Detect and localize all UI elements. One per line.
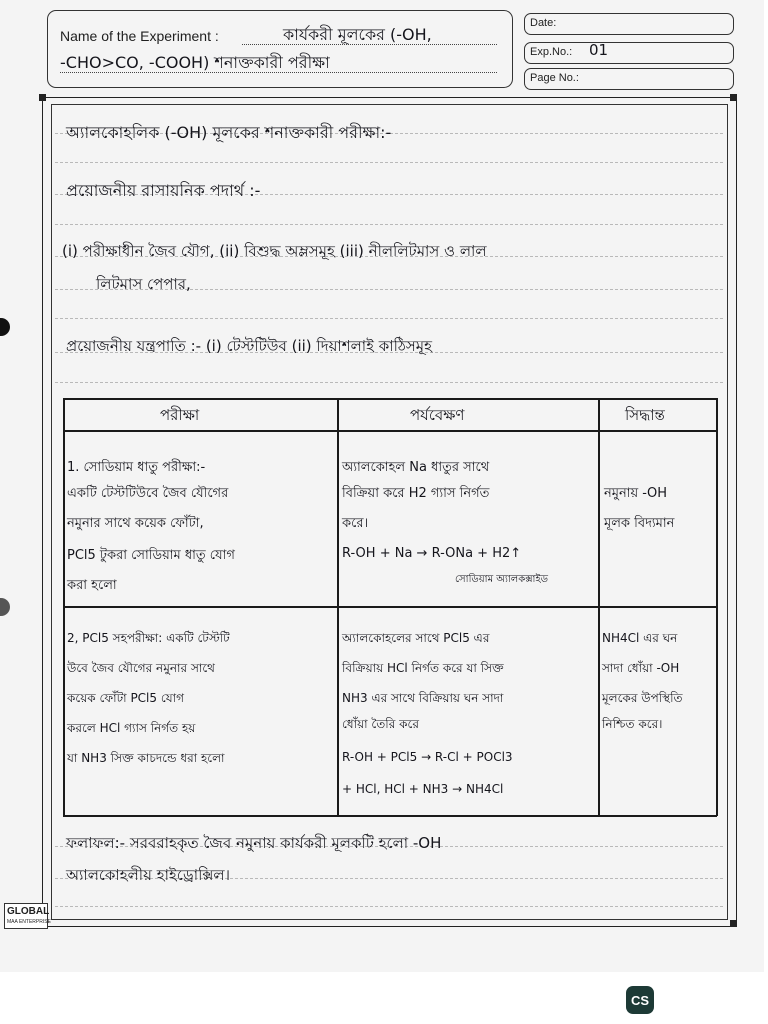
exp-no-value: 01	[589, 41, 609, 59]
row1-observation-line: R-OH + Na → R-ONa + H2↑	[342, 546, 522, 561]
global-logo-subtext: MAA ENTERPRISE	[7, 919, 51, 925]
table-header-divider	[63, 430, 717, 432]
row2-test-line: করলে HCl গ্যাস নির্গত হয়	[67, 721, 196, 735]
ruled-line	[55, 224, 723, 225]
row2-observation-line: NH3 এর সাথে বিক্রিয়ায় ঘন সাদা	[342, 691, 504, 705]
row2-observation-line: R-OH + PCl5 → R-Cl + POCl3	[342, 750, 513, 764]
apparatus-line: প্রয়োজনীয় যন্ত্রপাতি :- (i) টেস্টটিউব (ii) দিয়াশলাই কাঠিসমূহ	[66, 337, 433, 355]
row2-decision-line: মূলকের উপস্থিতি	[602, 691, 683, 705]
row1-test-line: একটি টেস্টটিউবে জৈব যৌগের	[67, 486, 229, 501]
alcohol-test-heading: অ্যালকোহলিক (-OH) মূলকের শনাক্তকারী পরীক্ষা:-	[66, 123, 392, 142]
experiment-name-line2: -CHO>CO, -COOH) শনাক্তকারী পরীক্ষা	[60, 53, 330, 72]
ruled-line	[55, 382, 723, 383]
page-frame-inner	[51, 104, 728, 920]
row1-observation-line: অ্যালকোহল Na ধাতুর সাথে	[342, 460, 490, 475]
table-column-divider	[337, 398, 339, 816]
ruled-line	[55, 162, 723, 163]
table-header-decision: সিদ্ধান্ত	[625, 406, 665, 424]
row2-observation-line: + HCl, HCl + NH3 → NH4Cl	[342, 782, 504, 796]
table-border-bottom	[63, 815, 717, 817]
page-no-box	[524, 68, 734, 90]
frame-corner	[730, 94, 737, 101]
frame-corner	[39, 94, 46, 101]
table-border-right	[716, 398, 718, 816]
result-line1: ফলাফল:- সরবরাহকৃত জৈব নমুনায় কার্যকরী মূলকটি হলো -OH	[66, 834, 442, 852]
date-box	[524, 13, 734, 35]
table-border-top	[63, 398, 717, 400]
table-border-left	[63, 398, 65, 816]
experiment-label: Name of the Experiment :	[60, 28, 219, 44]
experiment-name-line1: কার্যকরী মূলকের (-OH,	[283, 25, 432, 44]
row2-decision-line: নিশ্চিত করে।	[602, 717, 663, 731]
row2-test-line: 2, PCl5 সহপরীক্ষা: একটি টেস্টটি	[67, 631, 230, 645]
global-logo-text: GLOBAL	[7, 906, 50, 917]
row1-observation-line: বিক্রিয়া করে H2 গ্যাস নির্গত	[342, 486, 490, 501]
row1-test-line: নমুনার সাথে কয়েক ফোঁটা,	[67, 516, 204, 531]
chemicals-heading: প্রয়োজনীয় রাসায়নিক পদার্থ :-	[66, 181, 261, 200]
table-column-divider	[598, 398, 600, 816]
chemicals-line2: লিটমাস পেপার,	[96, 275, 191, 293]
row2-observation-line: অ্যালকোহলের সাথে PCl5 এর	[342, 631, 490, 645]
row2-decision-line: NH4Cl এর ঘন	[602, 631, 678, 645]
row2-test-line: যা NH3 সিক্ত কাচদন্ডে ধরা হলো	[67, 751, 225, 765]
row1-observation-line: করে।	[342, 516, 369, 531]
binder-hole	[0, 598, 10, 616]
binder-hole	[0, 318, 10, 336]
ruled-line	[55, 906, 723, 907]
global-logo	[4, 903, 51, 929]
date-label: Date:	[530, 17, 557, 29]
chemicals-line1: (i) পরীক্ষাধীন জৈব যৌগ, (ii) বিশুদ্ধ অম্লসমূহ (iii) নীললিটমাস ও লাল	[62, 242, 487, 260]
ruled-line	[55, 318, 723, 319]
table-row-divider	[63, 606, 717, 608]
frame-corner	[730, 920, 737, 927]
camscanner-logo	[626, 986, 654, 1014]
row1-test-line: করা হলো	[67, 578, 117, 593]
camscanner-logo-text: CS	[630, 992, 650, 1008]
row1-decision-line: নমুনায় -OH	[604, 486, 667, 501]
row1-observation-line: সোডিয়াম অ্যালকক্সাইড	[455, 574, 549, 585]
table-header-test: পরীক্ষা	[160, 406, 200, 424]
row1-test-line: 1. সোডিয়াম ধাতু পরীক্ষা:-	[67, 460, 206, 475]
row2-decision-line: সাদা ধোঁয়া -OH	[602, 661, 680, 675]
row2-observation-line: ধোঁয়া তৈরি করে	[342, 717, 419, 731]
row2-observation-line: বিক্রিয়ায় HCl নির্গত করে যা সিক্ত	[342, 661, 504, 675]
exp-no-label: Exp.No.:	[530, 46, 573, 58]
page-no-label: Page No.:	[530, 72, 579, 84]
row1-test-line: PCl5 টুকরা সোডিয়াম ধাতু যোগ	[67, 548, 235, 563]
table-header-observation: পর্যবেক্ষণ	[410, 406, 465, 424]
result-line2: অ্যালকোহলীয় হাইড্রোক্সিল।	[66, 866, 230, 884]
row2-test-line: কয়েক ফোঁটা PCl5 যোগ	[67, 691, 184, 705]
row1-decision-line: মূলক বিদ্যমান	[604, 516, 675, 531]
row2-test-line: উবে জৈব যৌগের নমুনার সাথে	[67, 661, 215, 675]
exp-no-box	[524, 42, 734, 64]
